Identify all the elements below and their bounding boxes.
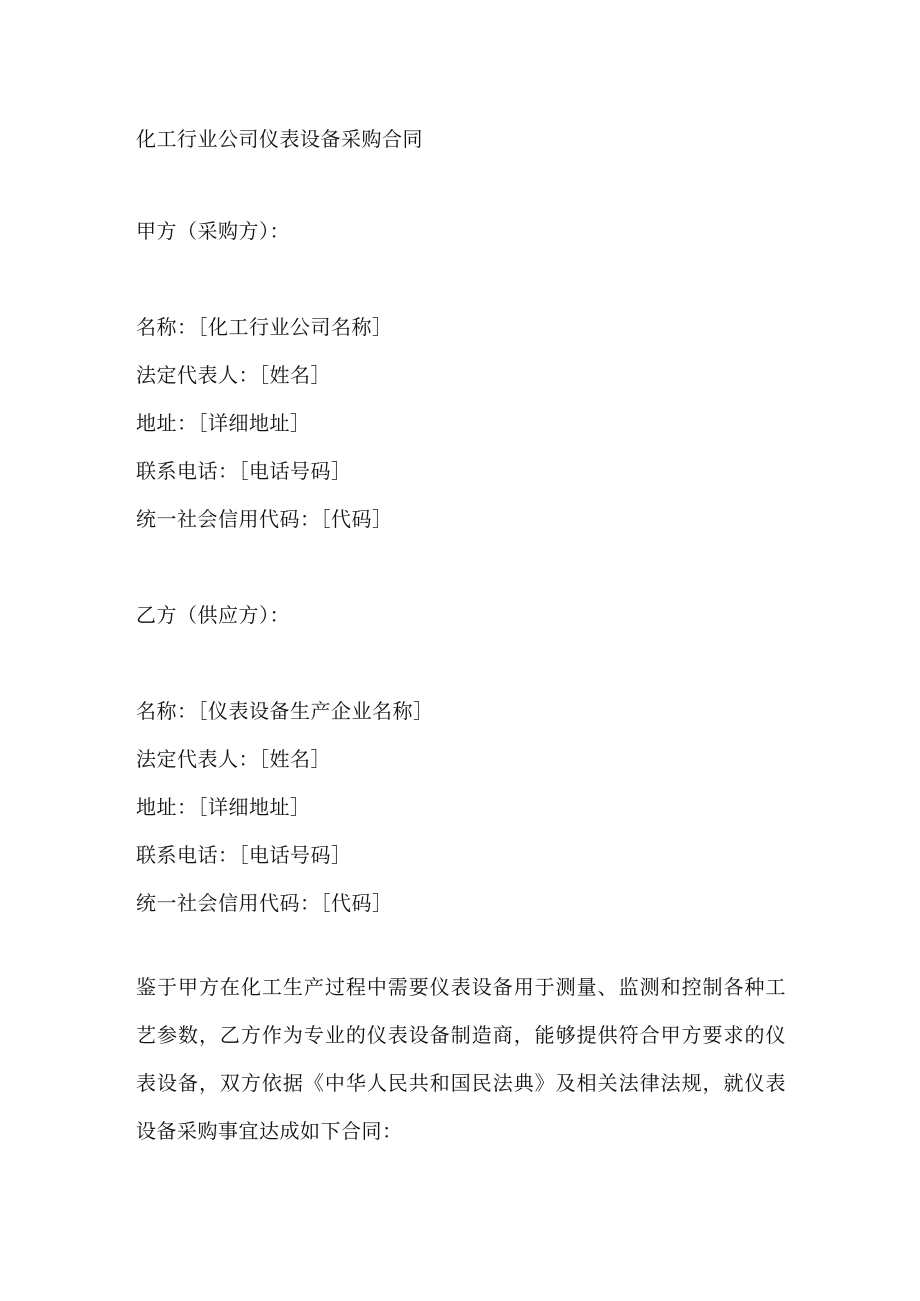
party-a-credit-code: 统一社会信用代码：［代码］ xyxy=(136,507,393,531)
party-a-phone: 联系电话：［电话号码］ xyxy=(136,459,352,483)
party-a-legal-rep: 法定代表人：［姓名］ xyxy=(136,363,331,387)
party-b-name: 名称：［仪表设备生产企业名称］ xyxy=(136,699,434,723)
party-a-address: 地址：［详细地址］ xyxy=(136,411,311,435)
party-b-phone: 联系电话：［电话号码］ xyxy=(136,843,352,867)
party-a-name: 名称：［化工行业公司名称］ xyxy=(136,315,393,339)
party-b-heading: 乙方（供应方）： xyxy=(136,603,290,627)
party-b-credit-code: 统一社会信用代码：［代码］ xyxy=(136,891,393,915)
party-b-address: 地址：［详细地址］ xyxy=(136,795,311,819)
party-b-legal-rep: 法定代表人：［姓名］ xyxy=(136,747,331,771)
document-title: 化工行业公司仪表设备采购合同 xyxy=(136,127,423,151)
preamble-paragraph: 鉴于甲方在化工生产过程中需要仪表设备用于测量、监测和控制各种工艺参数，乙方作为专业的仪表设备制造商，能够提供符合甲方要求的仪表设备，双方依据《中华人民共和国民法典》及相关法律法规，就仪表设备采购事宜达成如下合同： xyxy=(136,975,786,1143)
party-a-heading: 甲方（采购方）： xyxy=(136,219,290,243)
